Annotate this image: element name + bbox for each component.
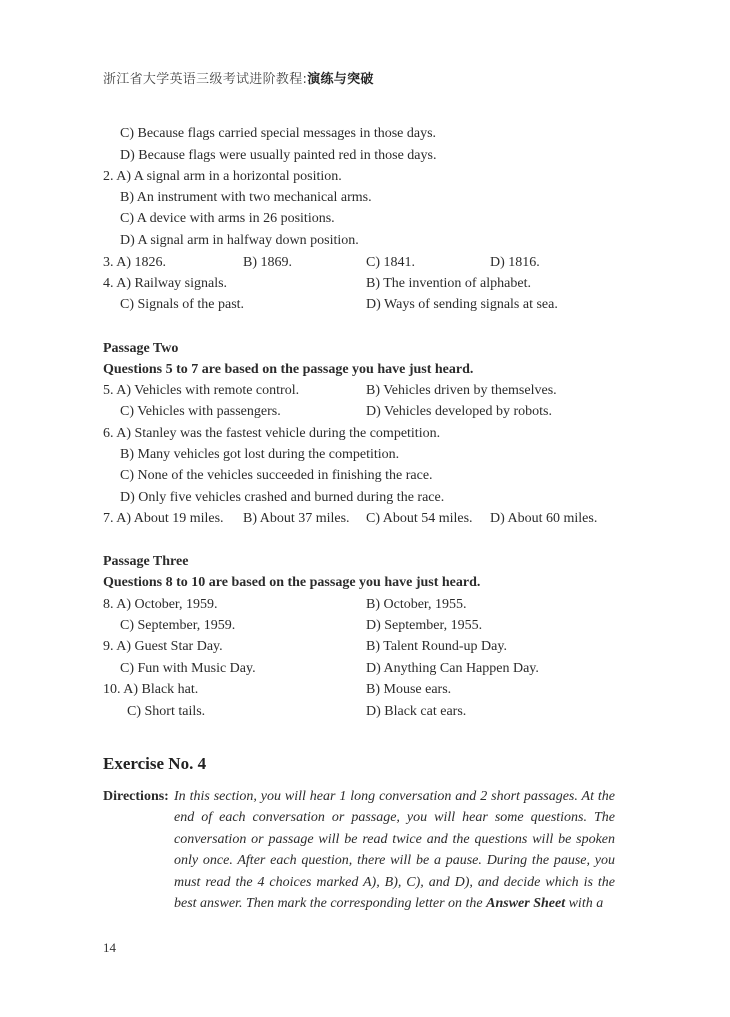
header-separator: : (302, 72, 308, 87)
q6-option-d: D) Only five vehicles crashed and burned during the race. (120, 490, 445, 505)
q9-option-d: D) Anything Can Happen Day. (366, 661, 539, 676)
q7-option-c: C) About 54 miles. (366, 511, 473, 526)
answer-sheet-emphasis: Answer Sheet (486, 896, 566, 912)
q8-option-a: 8. A) October, 1959. (103, 597, 218, 612)
page-number: 14 (103, 940, 116, 955)
q10-option-a: 10. A) Black hat. (103, 682, 199, 697)
q5-option-d: D) Vehicles developed by robots. (366, 404, 552, 419)
q6-option-c: C) None of the vehicles succeeded in finishing the race. (120, 468, 433, 483)
directions-text-part-2: with a (565, 896, 604, 912)
q6-option-a: 6. A) Stanley was the fastest vehicle during the competition. (103, 426, 441, 441)
q8-option-b: B) October, 1955. (366, 597, 467, 612)
directions-text (174, 786, 615, 914)
q3-option-c: C) 1841. (366, 255, 415, 270)
exercise-title: Exercise No. 4 (103, 754, 207, 773)
q9-option-c: C) Fun with Music Day. (120, 661, 256, 676)
q3-option-a: 3. A) 1826. (103, 255, 166, 270)
q1-option-c: C) Because flags carried special messages in those days. (120, 126, 437, 141)
passage-three-title: Passage Three (103, 554, 189, 569)
q6-option-b: B) Many vehicles got lost during the competition. (120, 447, 400, 462)
book-subtitle: 演练与突破 (307, 72, 374, 87)
q8-option-c: C) September, 1959. (120, 618, 236, 633)
directions-text-part-1: In this section, you will hear 1 long conversation and 2 short passages. At the end of each conversation or passage, you will hear some questions. The conversation or passage will be read twice and the questions will be spoken only once. After each question, there will be a pause. During the pause, you must read the 4 choices marked A), B), C), and D), and decide which is the best answer. Then mark the corresponding letter on the (174, 789, 615, 912)
q7-option-a: 7. A) About 19 miles. (103, 511, 224, 526)
q3-option-b: B) 1869. (243, 255, 292, 270)
q5-option-c: C) Vehicles with passengers. (120, 404, 281, 419)
q2-option-d: D) A signal arm in halfway down position. (120, 233, 359, 248)
q7-option-d: D) About 60 miles. (490, 511, 598, 526)
q1-option-d: D) Because flags were usually painted red in those days. (120, 148, 437, 163)
q5-option-a: 5. A) Vehicles with remote control. (103, 383, 300, 398)
passage-two-title: Passage Two (103, 341, 179, 356)
q9-option-a: 9. A) Guest Star Day. (103, 639, 223, 654)
q10-option-c: C) Short tails. (127, 704, 206, 719)
q4-option-a: 4. A) Railway signals. (103, 276, 228, 291)
running-header (103, 68, 374, 87)
q2-option-b: B) An instrument with two mechanical arms. (120, 190, 372, 205)
q4-option-b: B) The invention of alphabet. (366, 276, 531, 291)
q7-option-b: B) About 37 miles. (243, 511, 350, 526)
q4-option-d: D) Ways of sending signals at sea. (366, 297, 558, 312)
passage-two-instruction: Questions 5 to 7 are based on the passage you have just heard. (103, 362, 474, 377)
directions-label: Directions: (103, 789, 169, 804)
q2-option-a: 2. A) A signal arm in a horizontal position. (103, 169, 342, 184)
q4-option-c: C) Signals of the past. (120, 297, 245, 312)
q3-option-d: D) 1816. (490, 255, 540, 270)
q10-option-d: D) Black cat ears. (366, 704, 467, 719)
q5-option-b: B) Vehicles driven by themselves. (366, 383, 557, 398)
directions-block (103, 786, 615, 914)
passage-three-instruction: Questions 8 to 10 are based on the passage you have just heard. (103, 575, 481, 590)
q2-option-c: C) A device with arms in 26 positions. (120, 211, 335, 226)
q9-option-b: B) Talent Round-up Day. (366, 639, 507, 654)
book-title: 浙江省大学英语三级考试进阶教程 (103, 72, 303, 87)
q10-option-b: B) Mouse ears. (366, 682, 452, 697)
q8-option-d: D) September, 1955. (366, 618, 483, 633)
